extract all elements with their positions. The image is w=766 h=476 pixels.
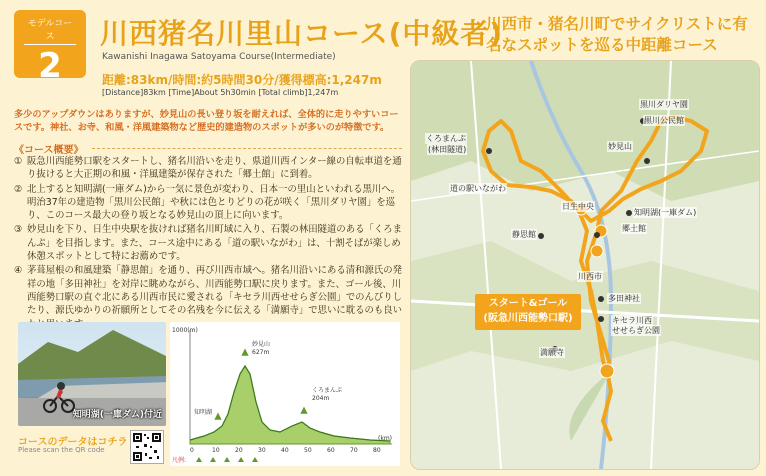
photo-caption: 知明湖(一庫ダム)付近 bbox=[72, 410, 162, 420]
start-goal-callout bbox=[475, 294, 581, 330]
map-place-label: (林田隧道) bbox=[428, 145, 467, 154]
overview-step bbox=[14, 264, 406, 330]
step-number: ① bbox=[14, 156, 23, 167]
map-place-label: 満願寺 bbox=[540, 348, 564, 357]
elev-xtick: 20 bbox=[235, 447, 243, 454]
map-place-label: くろまんぷ bbox=[426, 134, 466, 143]
elev-label3: 知明湖 bbox=[194, 409, 213, 416]
step-number: ③ bbox=[14, 224, 23, 236]
elev-xtick: 80 bbox=[373, 447, 381, 454]
start-goal-label: スタート&ゴール bbox=[488, 298, 568, 309]
map-place-label: 黒川ダリヤ園 bbox=[640, 100, 688, 109]
map-place-label: 多田神社 bbox=[608, 294, 640, 303]
map-place-label: 川西市 bbox=[578, 272, 602, 281]
elev-peak-label: 妙見山 bbox=[252, 341, 271, 348]
elev-peak-value: 627m bbox=[252, 349, 270, 356]
elev-xtick: 50 bbox=[304, 447, 312, 454]
route-map[interactable] bbox=[410, 60, 760, 470]
step-text: 茅葺屋根の和風建築「静思館」を通り、再び川西市域へ。猪名川沿いにある清和源氏の発祥の地「多田神社」を対岸に眺めながら、川西能勢口駅に戻ります。また、ゴール後、川西能勢口駅の直ぐ北にある川西市民に愛される「キセラ川西せせらぎ公園」でのんびりしたり、源氏ゆかりの祈願所としてその名残を今に伝える「満願寺」で思いに耽るのも良い bbox=[27, 265, 403, 317]
map-place-label: せせらぎ公園 bbox=[612, 326, 660, 335]
elev-label2-value: 204m bbox=[312, 395, 330, 402]
badge-label: モデルコース bbox=[24, 16, 76, 45]
elev-xtick: 30 bbox=[258, 447, 266, 454]
course-badge bbox=[14, 10, 86, 86]
step-text: 北上すると知明湖(一庫ダム)から一気に景色が変わり、日本一の里山といわれる黒川へ。明治37年の建造物「黒川公民館」や秋には色とりどりの花が咲く「黒川ダリヤ園」を巡り、このコース最大の登り坂となる妙見山の頂上に向います。 bbox=[27, 183, 400, 222]
lake-photo bbox=[18, 322, 166, 426]
elev-xtick: 40 bbox=[281, 447, 289, 454]
map-place-label: 知明湖(一庫ダム) bbox=[634, 208, 697, 217]
course-stats-en: [Distance]83km [Time]About 5h30min [Total climb]1,247m bbox=[102, 88, 339, 97]
course-stats: 距離:83km/時間:約5時間30分/獲得標高:1,247m bbox=[102, 73, 382, 87]
course-subtitle-en: Kawanishi Inagawa Satoyama Course(Intermediate) bbox=[102, 52, 336, 62]
map-place-label: 妙見山 bbox=[608, 142, 632, 151]
badge-number: 2 bbox=[38, 46, 62, 86]
qr-code[interactable] bbox=[130, 430, 164, 464]
elev-xtick: 0 bbox=[190, 447, 194, 454]
overview-step bbox=[14, 183, 406, 223]
overview-step bbox=[14, 223, 406, 263]
elevation-profile bbox=[170, 322, 400, 466]
map-place-label: 黒川公民館 bbox=[644, 116, 684, 125]
overview-heading: 《コース概要》 bbox=[14, 145, 84, 156]
map-canvas bbox=[411, 61, 759, 469]
course-tagline: 川西市・猪名川町でサイクリストに有名なスポットを巡る中距離コース bbox=[486, 15, 748, 54]
map-place-label: 日生中央 bbox=[562, 202, 594, 211]
step-text: 妙見山を下り、日生中央駅を抜ければ猪名川町域に入り、石製の林田隧道のある「くろまんぷ」を目指します。また、コース途中にある「道の駅いながわ」は、十割そばが楽しめ休憩スポットとして特にお薦めです。 bbox=[27, 224, 403, 263]
start-goal-station: (阪急川西能勢口駅) bbox=[483, 313, 573, 324]
elev-xtick: 60 bbox=[327, 447, 335, 454]
qr-code-pattern bbox=[131, 431, 163, 463]
map-place-label: キセラ川西 bbox=[612, 316, 652, 325]
elev-xtick: 70 bbox=[350, 447, 358, 454]
overview-divider bbox=[92, 148, 402, 149]
qr-label: コースのデータはコチラ bbox=[18, 437, 128, 448]
step-number: ② bbox=[14, 183, 23, 195]
qr-label-en: Please scan the QR code bbox=[18, 446, 105, 454]
elev-label2: くろまんぷ bbox=[312, 387, 343, 394]
overview-step bbox=[14, 155, 406, 182]
step-text: 阪急川西能勢口駅をスタートし、猪名川沿いを走り、県道川西インター線の自転車道を通り抜けると大正期の和風・洋風建築が保存された「郷土館」に到着。 bbox=[27, 156, 402, 181]
elev-xunit: (km) bbox=[378, 435, 393, 442]
elev-xtick: 10 bbox=[212, 447, 220, 454]
elev-ylim: 1000(m) bbox=[172, 327, 198, 334]
overview-steps bbox=[14, 155, 406, 332]
step-number: ④ bbox=[14, 265, 23, 277]
map-place-label: 郷土館 bbox=[622, 224, 646, 233]
course-intro: 多少のアップダウンはありますが、妙見山の長い登り坂を耐えれば、全体的に走りやすいコースです。神社、お寺、和風・洋風建築物など歴史的建造物のスポットが多いのが特徴です。 bbox=[14, 109, 399, 133]
map-place-label: 道の駅いながわ bbox=[450, 184, 506, 193]
elev-legend: 凡例: bbox=[172, 457, 187, 464]
course-title: 川西猪名川里山コース(中級者) bbox=[100, 17, 504, 50]
map-place-label: 静思館 bbox=[512, 230, 536, 239]
